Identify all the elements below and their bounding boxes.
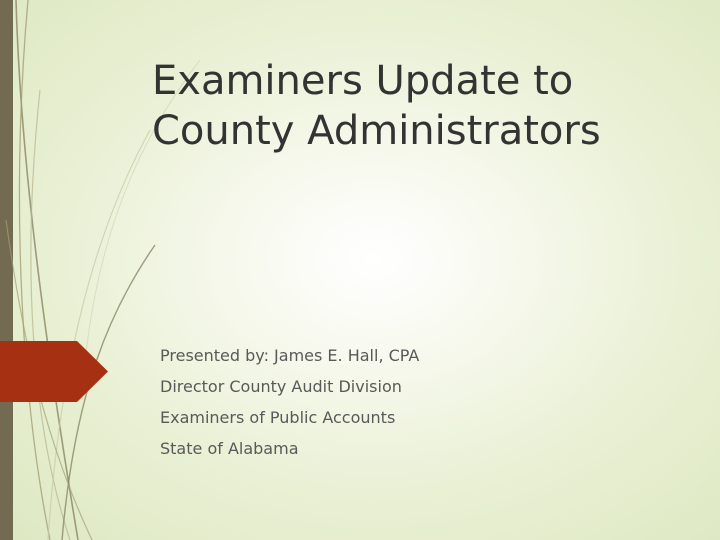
slide-title-line-2: County Administrators bbox=[152, 108, 601, 154]
accent-arrow-shape bbox=[0, 341, 108, 402]
slide-subtitle bbox=[160, 340, 660, 464]
division-line: Director County Audit Division bbox=[160, 377, 402, 396]
slide-title-line-1: Examiners Update to bbox=[152, 58, 574, 104]
state-line: State of Alabama bbox=[160, 439, 299, 458]
slide-title bbox=[152, 56, 692, 156]
presenter-line: Presented by: James E. Hall, CPA bbox=[160, 346, 420, 365]
department-line: Examiners of Public Accounts bbox=[160, 408, 396, 427]
